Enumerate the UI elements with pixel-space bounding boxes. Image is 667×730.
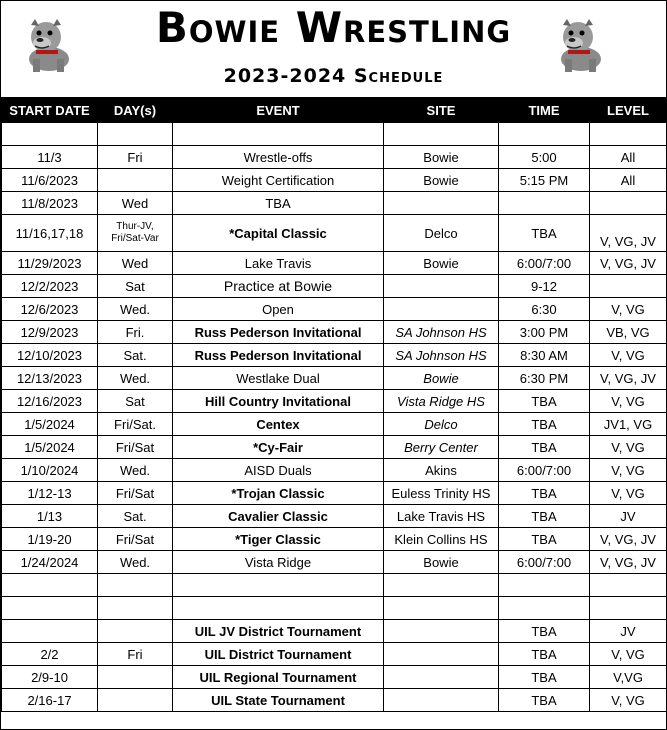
- cell-date: 12/16/2023: [2, 390, 98, 413]
- cell-date: 12/6/2023: [2, 298, 98, 321]
- cell-event: TBA: [173, 192, 384, 215]
- cell-time: TBA: [499, 436, 590, 459]
- cell-level: V, VG: [590, 643, 667, 666]
- cell-level: V, VG, JV: [590, 252, 667, 275]
- cell-level: V,VG: [590, 666, 667, 689]
- cell-site: [384, 298, 499, 321]
- table-header-row: [2, 98, 667, 123]
- cell-date: 2/2: [2, 643, 98, 666]
- cell-level: [590, 192, 667, 215]
- cell-date: 1/13: [2, 505, 98, 528]
- table-row: [2, 436, 667, 459]
- cell-time: 5:15 PM: [499, 169, 590, 192]
- cell-event: UIL JV District Tournament: [173, 620, 384, 643]
- cell-event: UIL Regional Tournament: [173, 666, 384, 689]
- cell-day: Fri/Sat: [98, 528, 173, 551]
- cell-day: Sat: [98, 275, 173, 298]
- cell-date: [2, 597, 98, 620]
- page-subtitle: 2023-2024 Schedule: [223, 65, 444, 87]
- cell-time: TBA: [499, 215, 590, 252]
- cell-level: [590, 597, 667, 620]
- cell-event: Practice at Bowie: [173, 275, 384, 298]
- cell-site: [384, 123, 499, 146]
- cell-site: SA Johnson HS: [384, 344, 499, 367]
- cell-event: *Cy-Fair: [173, 436, 384, 459]
- cell-day: [98, 574, 173, 597]
- cell-date: 11/6/2023: [2, 169, 98, 192]
- cell-site: Euless Trinity HS: [384, 482, 499, 505]
- cell-day: [98, 620, 173, 643]
- cell-level: V, VG: [590, 482, 667, 505]
- cell-event: UIL District Tournament: [173, 643, 384, 666]
- table-row: [2, 482, 667, 505]
- page-title: Bowie Wrestling: [155, 3, 512, 52]
- table-row: [2, 215, 667, 252]
- cell-event: [173, 123, 384, 146]
- cell-date: 1/10/2024: [2, 459, 98, 482]
- cell-day: Thur-JV, Fri/Sat-Var: [98, 215, 173, 252]
- cell-day: Fri/Sat: [98, 482, 173, 505]
- cell-site: Akins: [384, 459, 499, 482]
- table-row: [2, 528, 667, 551]
- cell-day: Sat.: [98, 344, 173, 367]
- cell-level: [590, 275, 667, 298]
- cell-date: 1/5/2024: [2, 413, 98, 436]
- cell-event: Wrestle-offs: [173, 146, 384, 169]
- cell-date: [2, 123, 98, 146]
- cell-site: [384, 620, 499, 643]
- table-row: [2, 169, 667, 192]
- cell-date: 2/9-10: [2, 666, 98, 689]
- cell-site: Bowie: [384, 551, 499, 574]
- cell-level: VB, VG: [590, 321, 667, 344]
- cell-level: V, VG, JV: [590, 367, 667, 390]
- cell-day: Wed.: [98, 459, 173, 482]
- cell-time: TBA: [499, 620, 590, 643]
- cell-site: Berry Center: [384, 436, 499, 459]
- cell-day: [98, 666, 173, 689]
- cell-date: 11/3: [2, 146, 98, 169]
- column-header-start-date: START DATE: [2, 98, 98, 123]
- cell-event: Lake Travis: [173, 252, 384, 275]
- cell-level: JV: [590, 620, 667, 643]
- table-row: [2, 252, 667, 275]
- cell-level: [590, 574, 667, 597]
- cell-date: [2, 620, 98, 643]
- cell-level: V, VG: [590, 689, 667, 712]
- column-header-event: EVENT: [173, 98, 384, 123]
- cell-event: Vista Ridge: [173, 551, 384, 574]
- cell-time: TBA: [499, 482, 590, 505]
- cell-date: 1/19-20: [2, 528, 98, 551]
- cell-event: *Trojan Classic: [173, 482, 384, 505]
- cell-date: 1/24/2024: [2, 551, 98, 574]
- cell-time: TBA: [499, 689, 590, 712]
- cell-date: 12/13/2023: [2, 367, 98, 390]
- cell-site: Bowie: [384, 169, 499, 192]
- cell-day: [98, 597, 173, 620]
- cell-site: Vista Ridge HS: [384, 390, 499, 413]
- cell-event: Hill Country Invitational: [173, 390, 384, 413]
- table-row: [2, 192, 667, 215]
- cell-time: TBA: [499, 413, 590, 436]
- cell-date: 1/12-13: [2, 482, 98, 505]
- cell-day: Wed.: [98, 367, 173, 390]
- cell-site: [384, 275, 499, 298]
- cell-site: [384, 666, 499, 689]
- table-row: [2, 413, 667, 436]
- cell-day: Wed.: [98, 298, 173, 321]
- column-header-level: LEVEL: [590, 98, 667, 123]
- schedule-header: [1, 1, 666, 97]
- cell-event: [173, 574, 384, 597]
- cell-level: V, VG: [590, 390, 667, 413]
- cell-day: Wed.: [98, 551, 173, 574]
- cell-time: [499, 597, 590, 620]
- table-row: [2, 620, 667, 643]
- table-row: [2, 390, 667, 413]
- cell-level: V, VG: [590, 436, 667, 459]
- cell-day: Fri/Sat: [98, 436, 173, 459]
- table-row: [2, 597, 667, 620]
- cell-date: 12/10/2023: [2, 344, 98, 367]
- cell-site: [384, 597, 499, 620]
- cell-day: Wed: [98, 192, 173, 215]
- column-header-days: DAY(s): [98, 98, 173, 123]
- table-row: [2, 344, 667, 367]
- cell-level: V, VG: [590, 459, 667, 482]
- cell-site: [384, 643, 499, 666]
- cell-site: Bowie: [384, 367, 499, 390]
- table-row: [2, 459, 667, 482]
- table-row: [2, 666, 667, 689]
- cell-level: JV: [590, 505, 667, 528]
- column-header-site: SITE: [384, 98, 499, 123]
- table-row: [2, 275, 667, 298]
- cell-time: 8:30 AM: [499, 344, 590, 367]
- cell-event: Cavalier Classic: [173, 505, 384, 528]
- cell-date: 11/29/2023: [2, 252, 98, 275]
- table-row: [2, 367, 667, 390]
- cell-day: Fri: [98, 146, 173, 169]
- cell-level: JV1, VG: [590, 413, 667, 436]
- cell-site: SA Johnson HS: [384, 321, 499, 344]
- cell-site: [384, 192, 499, 215]
- cell-event: [173, 597, 384, 620]
- cell-date: 11/8/2023: [2, 192, 98, 215]
- cell-event: UIL State Tournament: [173, 689, 384, 712]
- cell-time: 5:00: [499, 146, 590, 169]
- cell-time: [499, 123, 590, 146]
- cell-event: Weight Certification: [173, 169, 384, 192]
- cell-level: V, VG, JV: [590, 215, 667, 252]
- cell-date: 12/9/2023: [2, 321, 98, 344]
- cell-day: [98, 689, 173, 712]
- cell-time: 6:30: [499, 298, 590, 321]
- cell-event: *Capital Classic: [173, 215, 384, 252]
- bulldog-mascot-icon: [551, 15, 611, 75]
- cell-event: Westlake Dual: [173, 367, 384, 390]
- cell-day: Fri.: [98, 321, 173, 344]
- table-row: [2, 146, 667, 169]
- cell-day: Fri/Sat.: [98, 413, 173, 436]
- cell-time: 6:00/7:00: [499, 252, 590, 275]
- cell-date: 11/16,17,18: [2, 215, 98, 252]
- cell-event: Centex: [173, 413, 384, 436]
- cell-time: 6:30 PM: [499, 367, 590, 390]
- column-header-time: TIME: [499, 98, 590, 123]
- cell-date: 1/5/2024: [2, 436, 98, 459]
- cell-event: Russ Pederson Invitational: [173, 321, 384, 344]
- cell-time: 3:00 PM: [499, 321, 590, 344]
- cell-level: All: [590, 146, 667, 169]
- cell-event: Open: [173, 298, 384, 321]
- table-row: [2, 321, 667, 344]
- cell-site: [384, 689, 499, 712]
- cell-time: TBA: [499, 666, 590, 689]
- cell-event: AISD Duals: [173, 459, 384, 482]
- table-row: [2, 298, 667, 321]
- cell-day: Sat: [98, 390, 173, 413]
- table-row: [2, 123, 667, 146]
- cell-time: 6:00/7:00: [499, 459, 590, 482]
- cell-day: [98, 123, 173, 146]
- cell-site: Bowie: [384, 252, 499, 275]
- cell-level: V, VG: [590, 298, 667, 321]
- cell-date: [2, 574, 98, 597]
- cell-site: Delco: [384, 413, 499, 436]
- cell-time: 9-12: [499, 275, 590, 298]
- cell-event: Russ Pederson Invitational: [173, 344, 384, 367]
- table-row: [2, 505, 667, 528]
- cell-level: V, VG, JV: [590, 528, 667, 551]
- cell-level: All: [590, 169, 667, 192]
- table-row: [2, 689, 667, 712]
- table-row: [2, 574, 667, 597]
- cell-time: [499, 574, 590, 597]
- cell-site: Delco: [384, 215, 499, 252]
- cell-date: 2/16-17: [2, 689, 98, 712]
- cell-site: Bowie: [384, 146, 499, 169]
- cell-day: Sat.: [98, 505, 173, 528]
- cell-time: 6:00/7:00: [499, 551, 590, 574]
- cell-site: Klein Collins HS: [384, 528, 499, 551]
- cell-event: *Tiger Classic: [173, 528, 384, 551]
- cell-time: TBA: [499, 505, 590, 528]
- cell-site: Lake Travis HS: [384, 505, 499, 528]
- cell-time: TBA: [499, 528, 590, 551]
- schedule-table: [1, 97, 667, 712]
- cell-time: TBA: [499, 643, 590, 666]
- cell-day: Fri: [98, 643, 173, 666]
- cell-level: V, VG: [590, 344, 667, 367]
- cell-day: [98, 169, 173, 192]
- cell-level: V, VG, JV: [590, 551, 667, 574]
- cell-date: 12/2/2023: [2, 275, 98, 298]
- cell-site: [384, 574, 499, 597]
- cell-time: [499, 192, 590, 215]
- cell-level: [590, 123, 667, 146]
- table-row: [2, 551, 667, 574]
- cell-time: TBA: [499, 390, 590, 413]
- cell-day: Wed: [98, 252, 173, 275]
- table-row: [2, 643, 667, 666]
